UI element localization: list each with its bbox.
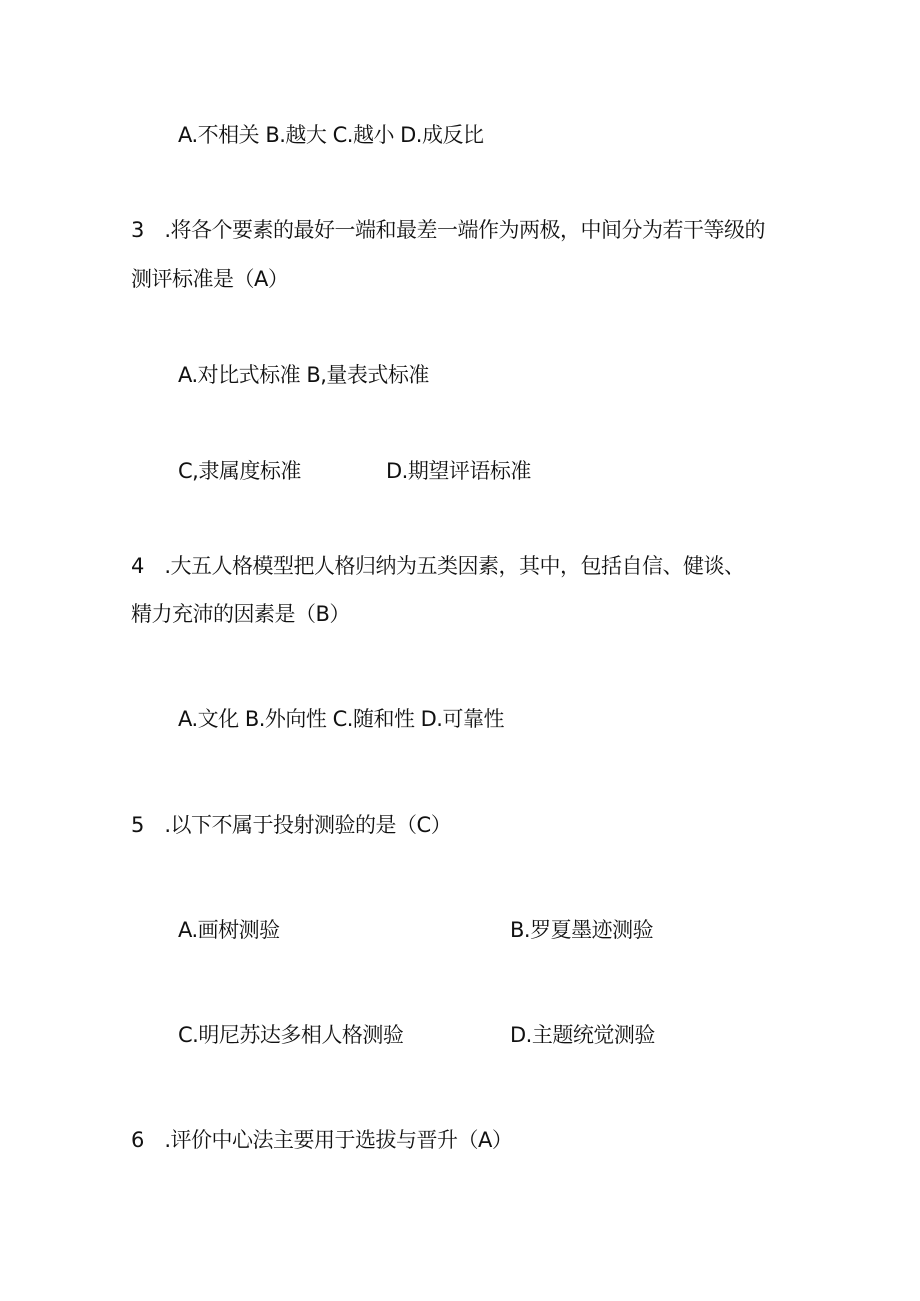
question-3-options-line-1: A.对比式标准 B,量表式标准 <box>178 363 429 387</box>
question-3-option-d: D.期望评语标准 <box>386 459 531 483</box>
question-3-stem-line-2: 测评标准是（A） <box>131 267 289 291</box>
question-5-option-d: D.主题统觉测验 <box>510 1023 655 1047</box>
question-4-options: A.文化 B.外向性 C.随和性 D.可靠性 <box>178 707 504 731</box>
question-2-options: A.不相关 B.越大 C.越小 D.成反比 <box>178 123 484 147</box>
question-5-option-b: B.罗夏墨迹测验 <box>510 918 654 942</box>
question-3-option-c: C,隶属度标准 <box>178 459 301 483</box>
question-5-stem: 5 .以下不属于投射测验的是（C） <box>131 813 452 837</box>
question-5-option-c: C.明尼苏达多相人格测验 <box>178 1023 404 1047</box>
question-4-stem-line-2: 精力充沛的因素是（B） <box>131 602 350 626</box>
question-6-stem: 6 .评价中心法主要用于选拔与晋升（A） <box>131 1128 513 1152</box>
question-5-option-a: A.画树测验 <box>178 918 280 942</box>
question-3-stem-line-1: 3 .将各个要素的最好一端和最差一端作为两极，中间分为若干等级的 <box>131 218 766 242</box>
question-4-stem-line-1: 4 .大五人格模型把人格归纳为五类因素，其中，包括自信、健谈、 <box>131 554 745 578</box>
